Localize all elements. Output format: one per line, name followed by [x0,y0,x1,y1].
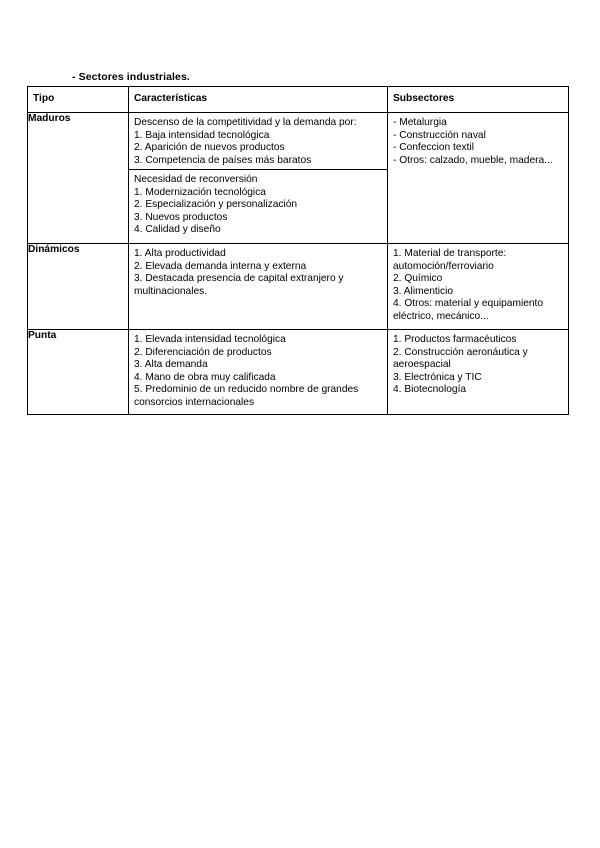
text-line: 3. Alimenticio [393,285,454,297]
tipo-cell: Dinámicos [28,244,129,330]
tipo-cell: Maduros [28,113,129,244]
text-line: 1. Alta productividad [134,248,226,259]
caracteristicas-block-reconversion [129,169,387,240]
text-line: Descenso de la competitividad y la demanda por: [134,117,357,128]
caracteristicas-block-descenso [129,113,387,169]
caracteristicas-cell [129,113,388,244]
caracteristicas-cell [129,330,388,415]
text-line: 1. Modernización tecnológica [134,186,266,198]
text-line: 2. Especialización y personalización [134,199,298,211]
text-line: 2. Diferenciación de productos [134,346,272,358]
text-line: 4. Mano de obra muy calificada [134,371,276,383]
table-row-punta [28,330,569,415]
text-line: 3. Electrónica y TIC [393,371,482,383]
text-line: 2. Químico [393,273,443,285]
header-caracteristicas: Características [129,87,388,113]
text-line: - Confeccion textil [393,142,474,154]
text-line: 1. Baja intensidad tecnológica [134,129,270,141]
text-line: 2. Aparición de nuevos productos [134,142,285,154]
sectors-table [27,86,569,415]
table-header-row [28,87,569,113]
text-line: 2. Construcción aeronáutica y aeroespacial [393,346,531,371]
text-line: - Metalurgia [393,117,447,128]
table-row-maduros [28,113,569,244]
text-line: Necesidad de reconversión [134,174,258,185]
text-line: 4. Biotecnología [393,384,467,396]
subsectores-cell [388,244,569,330]
text-line: 3. Alta demanda [134,359,208,371]
text-line: 5. Predominio de un reducido nombre de grandes consorcios internacionales [134,384,362,408]
text-line: 4. Otros: material y equipamiento eléctrico, mecánico... [393,298,546,322]
text-line: 3. Destacada presencia de capital extranjero y multinacionales. [134,273,347,297]
page-heading: - Sectores industriales. [72,71,190,83]
text-line: 1. Productos farmacéuticos [393,334,517,345]
text-line: - Otros: calzado, mueble, madera... [393,154,553,166]
text-line: 4. Calidad y diseño [134,224,221,236]
subsectores-cell [388,330,569,415]
tipo-cell: Punta [28,330,129,415]
text-line: - Construcción naval [393,129,486,141]
text-line: 3. Competencia de países más baratos [134,154,312,166]
header-tipo: Tipo [28,87,129,113]
text-line: 1. Elevada intensidad tecnológica [134,334,286,345]
caracteristicas-cell [129,244,388,330]
subsectores-cell [388,113,569,244]
text-line: 1. Material de transporte: automoción/ferroviario [393,248,510,272]
text-line: 2. Elevada demanda interna y externa [134,260,307,272]
header-subsectores: Subsectores [388,87,569,113]
text-line: 3. Nuevos productos [134,211,228,223]
table-row-dinamicos [28,244,569,330]
